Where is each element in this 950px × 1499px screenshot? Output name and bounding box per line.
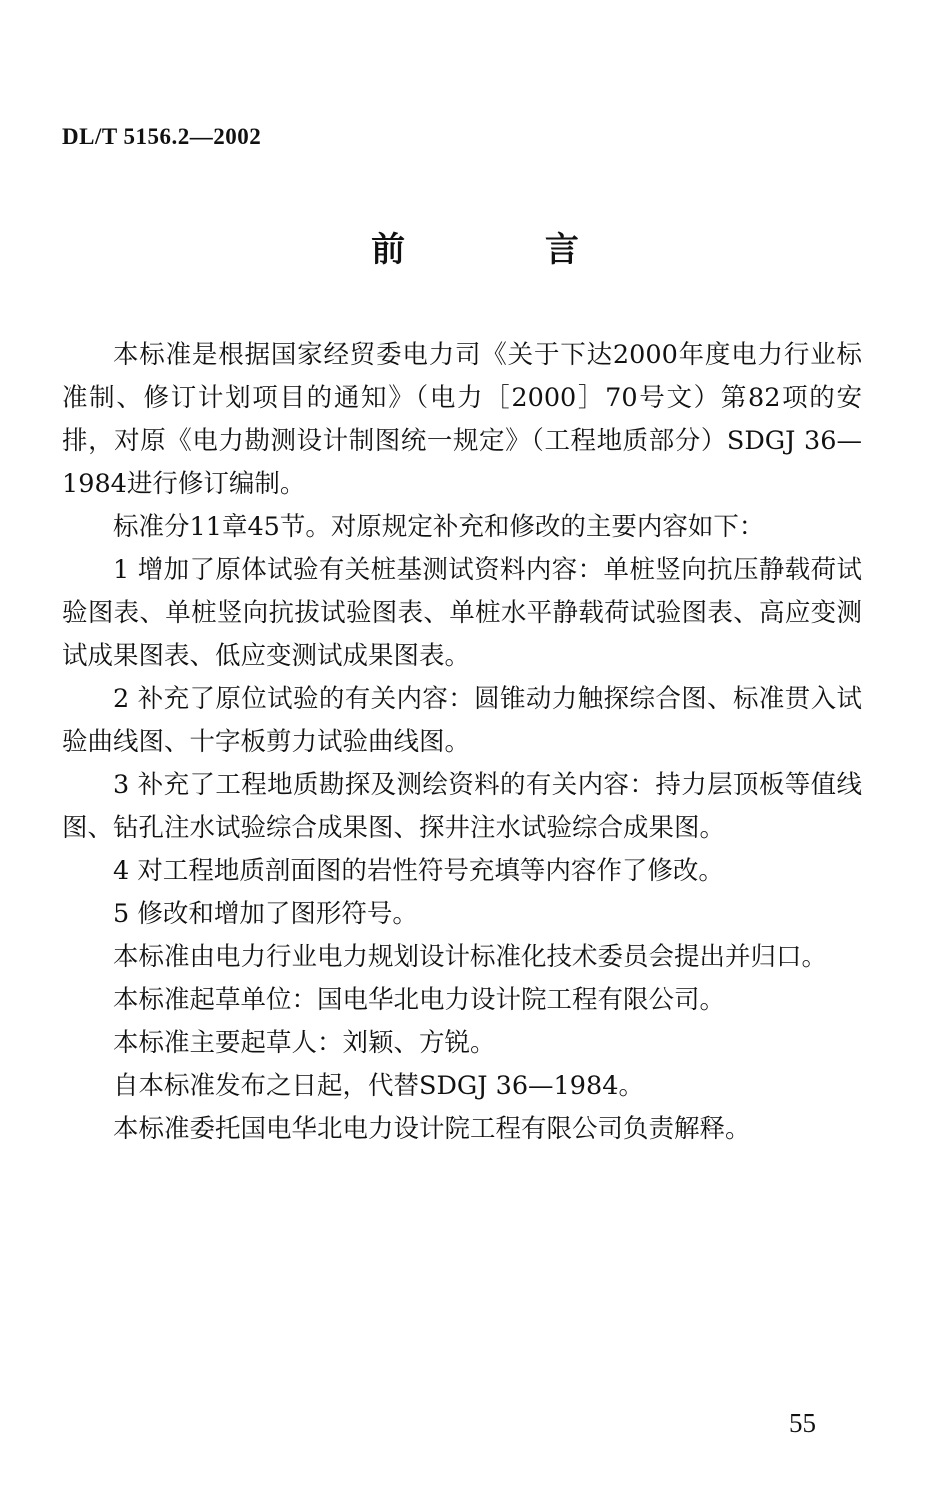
paragraph-drafters: 本标准主要起草人：刘颖、方锐。 [113,1028,496,1058]
standard-code-header: DL/T 5156.2—2002 [62,124,262,149]
paragraph-intro: 本标准是根据国家经贸委电力司《关于下达2000年度电力行业标准制、修订计划项目的通知》（电力［2000］70号文）第82项的安排，对原《电力勘测设计制图统一规定》（工程地质部分）SDGJ 36—1984进行修订编制。 [62,340,862,499]
paragraph-replacement: 自本标准发布之日起，代替SDGJ 36—1984。 [113,1071,644,1101]
body-text [62,334,862,1151]
list-item-2: 2 补充了原位试验的有关内容：圆锥动力触探综合图、标准贯入试验曲线图、十字板剪力试验曲线图。 [62,684,862,757]
page-title: 前 言 [371,230,643,270]
list-item-4: 4 对工程地质剖面图的岩性符号充填等内容作了修改。 [113,856,724,886]
page-number: 55 [789,1408,816,1438]
list-item-5: 5 修改和增加了图形符号。 [113,899,418,929]
list-item-1: 1 增加了原体试验有关桩基测试资料内容：单桩竖向抗压静载荷试验图表、单桩竖向抗拔试验图表、单桩水平静载荷试验图表、高应变测试成果图表、低应变测试成果图表。 [62,555,862,671]
paragraph-proposer: 本标准由电力行业电力规划设计标准化技术委员会提出并归口。 [113,942,828,972]
list-item-3: 3 补充了工程地质勘探及测绘资料的有关内容：持力层顶板等值线图、钻孔注水试验综合成果图、探井注水试验综合成果图。 [62,770,862,843]
paragraph-summary: 标准分11章45节。对原规定补充和修改的主要内容如下： [113,512,765,542]
paragraph-interpretation: 本标准委托国电华北电力设计院工程有限公司负责解释。 [113,1114,751,1144]
paragraph-drafting-unit: 本标准起草单位：国电华北电力设计院工程有限公司。 [113,985,726,1015]
